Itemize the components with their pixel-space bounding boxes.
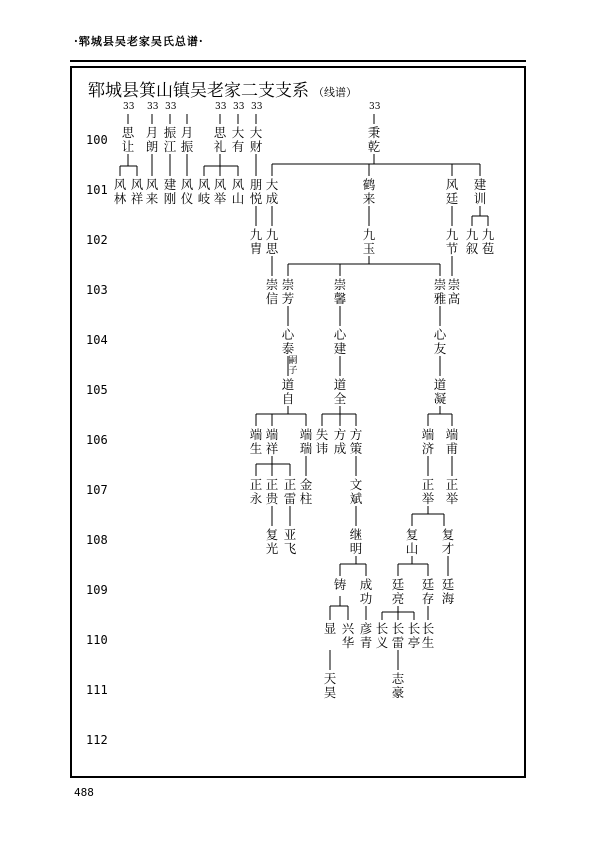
person-name: 端济	[421, 427, 435, 456]
person-name: 文斌	[349, 477, 363, 506]
gen-label-100: 100	[86, 133, 108, 147]
person-name: 大有	[231, 125, 245, 154]
person-name: 大成	[265, 177, 279, 206]
person-name: 建训	[473, 177, 487, 206]
person-name: 鹤来	[362, 177, 376, 206]
person-name: 端瑞	[299, 427, 313, 456]
page-number: 488	[74, 786, 94, 799]
gen-label-103: 103	[86, 283, 108, 297]
ancestor-ref: 33	[215, 102, 227, 112]
person-name: 方策	[349, 427, 363, 456]
ancestor-ref: 33	[165, 102, 177, 112]
person-name: 思让	[121, 125, 135, 154]
person-name: 风林	[113, 177, 127, 206]
person-name: 显	[323, 621, 337, 636]
person-name: 廷存	[421, 577, 435, 606]
person-name: 风山	[231, 177, 245, 206]
person-name: 复光	[265, 527, 279, 556]
person-name: 崇雅	[433, 277, 447, 306]
person-name: 朋悦	[249, 177, 263, 206]
person-name: 长雷	[391, 621, 405, 650]
gen-label-104: 104	[86, 333, 108, 347]
person-name: 长义	[375, 621, 389, 650]
person-name: 正举	[421, 477, 435, 506]
person-name: 正永	[249, 477, 263, 506]
ancestor-ref: 33	[369, 102, 381, 112]
person-name: 端甫	[445, 427, 459, 456]
person-name: 振江	[163, 125, 177, 154]
person-name: 风祥	[130, 177, 144, 206]
person-name: 风仪	[180, 177, 194, 206]
person-name: 方成	[333, 427, 347, 456]
person-name: 建刚	[163, 177, 177, 206]
person-name: 道全	[333, 377, 347, 406]
person-name: 秉乾	[367, 125, 381, 154]
person-name: 长亭	[407, 621, 421, 650]
person-name: 九胄	[249, 227, 263, 256]
person-name: 九叙	[465, 227, 479, 256]
person-name: 九玉	[362, 227, 376, 256]
person-name: 端生	[249, 427, 263, 456]
person-name: 金柱	[299, 477, 313, 506]
person-name: 彦青	[359, 621, 373, 650]
person-name: 天昊	[323, 671, 337, 700]
person-name: 月朗	[145, 125, 159, 154]
chart-title-note: （线谱）	[313, 86, 357, 99]
person-name: 风来	[145, 177, 159, 206]
gen-label-107: 107	[86, 483, 108, 497]
person-name: 崇馨	[333, 277, 347, 306]
person-name: 继明	[349, 527, 363, 556]
person-name: 复山	[405, 527, 419, 556]
person-name: 心建	[333, 327, 347, 356]
person-name: 九思	[265, 227, 279, 256]
running-header: ·郓城县吴老家吴氏总谱·	[74, 35, 204, 48]
chart-title: 郓城县箕山镇吴老家二支支系 （线谱）	[88, 81, 357, 101]
person-name: 崇信	[265, 277, 279, 306]
gen-label-108: 108	[86, 533, 108, 547]
gen-label-109: 109	[86, 583, 108, 597]
person-name: 正贵	[265, 477, 279, 506]
person-name: 兴华	[341, 621, 355, 650]
person-name: 风举	[213, 177, 227, 206]
person-name: 亚飞	[283, 527, 297, 556]
gen-label-106: 106	[86, 433, 108, 447]
person-name: 心泰	[281, 327, 295, 356]
person-name: 正举	[445, 477, 459, 506]
person-name: 九节	[445, 227, 459, 256]
person-name: 成功	[359, 577, 373, 606]
person-name: 大财	[249, 125, 263, 154]
person-name: 道凝	[433, 377, 447, 406]
gen-label-102: 102	[86, 233, 108, 247]
person-name: 九苞	[481, 227, 495, 256]
ancestor-ref: 33	[251, 102, 263, 112]
person-name: 铸	[333, 577, 347, 592]
person-name: 廷海	[441, 577, 455, 606]
person-name: 风岐	[197, 177, 211, 206]
person-name: 失讳	[315, 427, 329, 456]
ancestor-ref: 33	[147, 102, 159, 112]
person-name: 心友	[433, 327, 447, 356]
gen-label-105: 105	[86, 383, 108, 397]
person-name: 崇芳	[281, 277, 295, 306]
gen-label-110: 110	[86, 633, 108, 647]
ancestor-ref: 33	[233, 102, 245, 112]
ancestor-ref: 33	[123, 102, 135, 112]
person-name: 廷亮	[391, 577, 405, 606]
person-name: 风廷	[445, 177, 459, 206]
person-name: 月振	[180, 125, 194, 154]
person-name: 复才	[441, 527, 455, 556]
person-name: 端祥	[265, 427, 279, 456]
gen-label-101: 101	[86, 183, 108, 197]
gen-label-111: 111	[86, 683, 108, 697]
person-name: 思礼	[213, 125, 227, 154]
person-name: 正雷	[283, 477, 297, 506]
gen-label-112: 112	[86, 733, 108, 747]
person-name: 志豪	[391, 671, 405, 700]
person-name: 道自	[281, 377, 295, 406]
adoption-note: 嗣子	[288, 356, 298, 376]
person-name: 长生	[421, 621, 435, 650]
person-name: 崇高	[447, 277, 461, 306]
